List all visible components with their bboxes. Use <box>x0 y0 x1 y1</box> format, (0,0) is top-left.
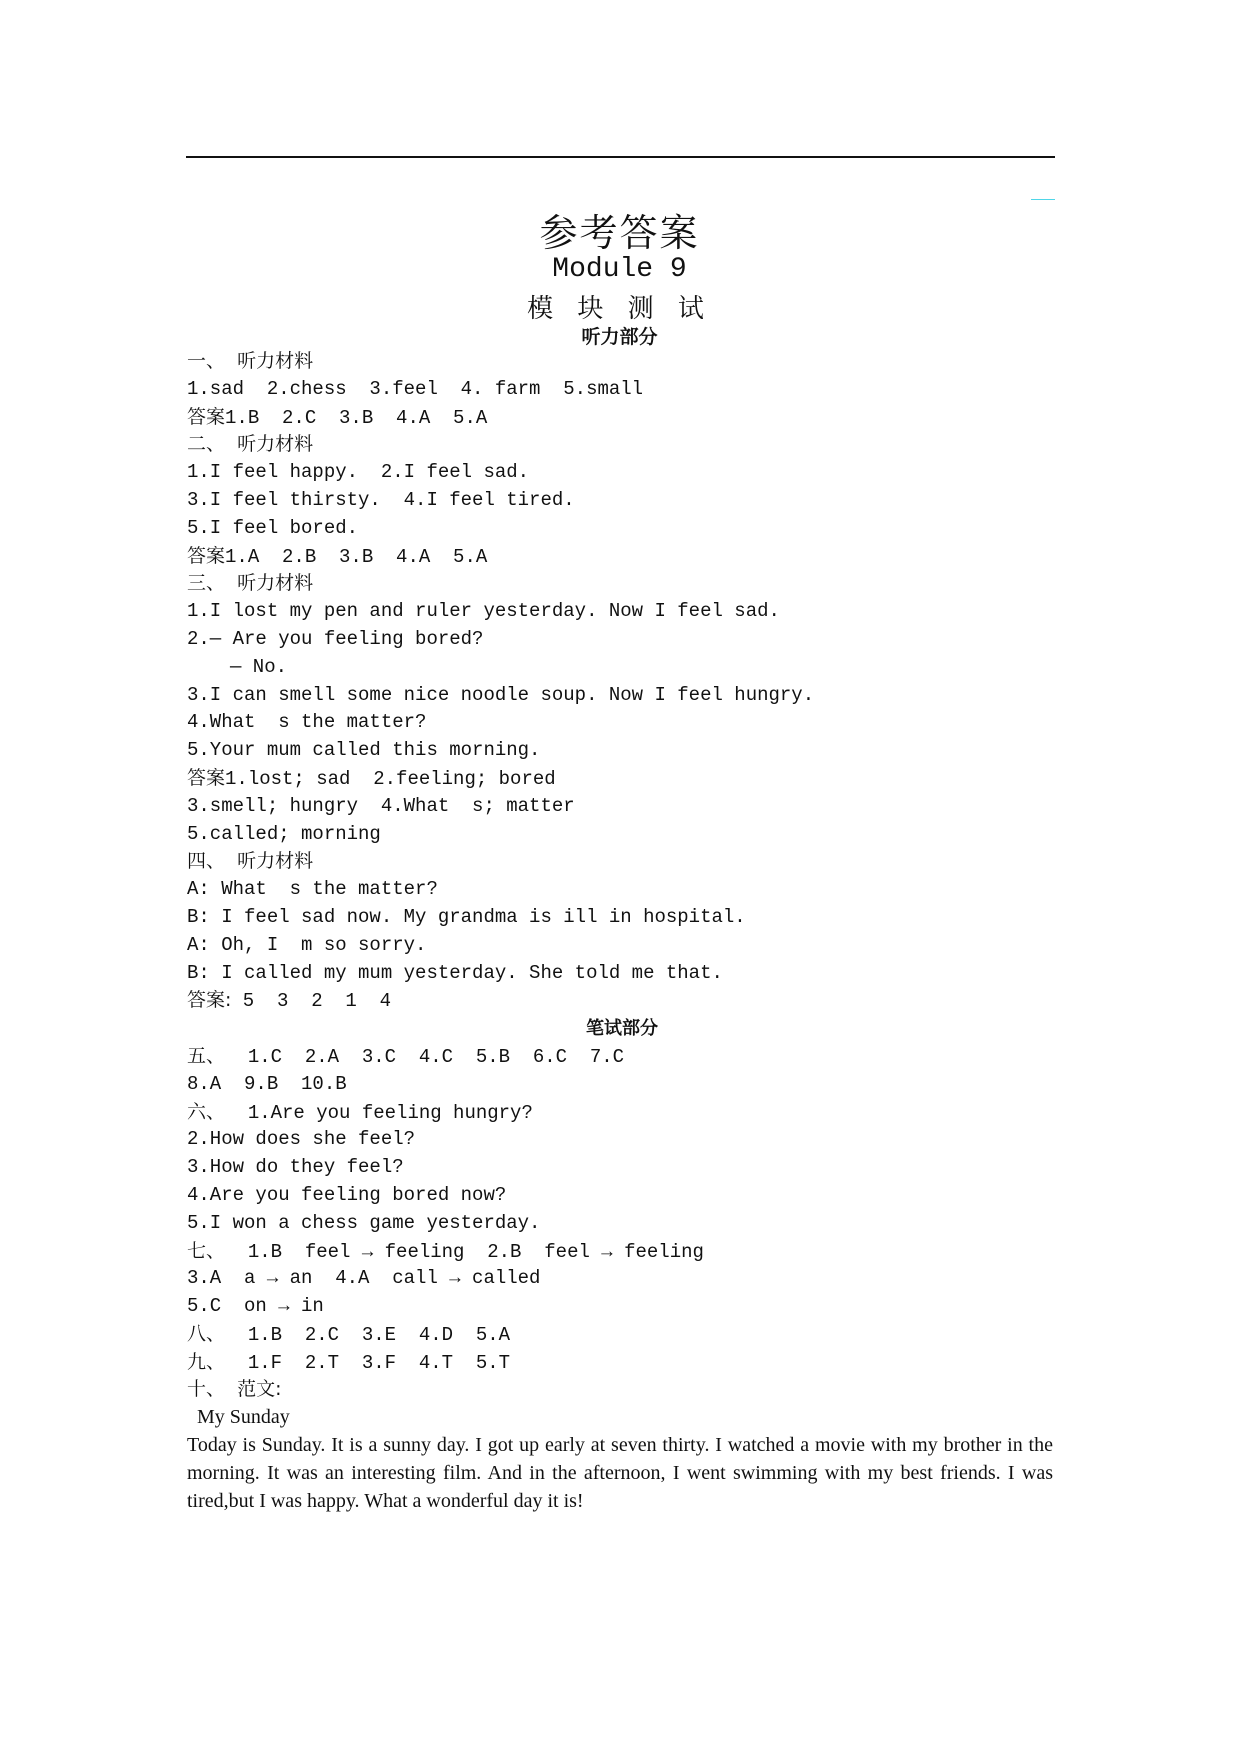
listening-line: — No. <box>230 655 288 678</box>
page-title: 参考答案 <box>539 211 700 255</box>
section-answer: 六、 1.Are you feeling hungry? <box>187 1100 533 1124</box>
answer-line: 5.called; morning <box>187 822 381 845</box>
listening-part-heading: 听力部分 <box>581 326 658 348</box>
listening-line: 3.I feel thirsty. 4.I feel tired. <box>187 488 575 511</box>
answer-line: 3.smell; hungry 4.What s; matter <box>187 794 575 817</box>
dialogue-line: A: What s the matter? <box>187 878 438 901</box>
listening-line: 1.I lost my pen and ruler yesterday. Now I feel sad. <box>187 600 780 623</box>
listening-line: 1.I feel happy. 2.I feel sad. <box>187 461 530 484</box>
dialogue-line: B: I feel sad now. My grandma is ill in hospital. <box>187 905 746 928</box>
answer-line: 答案: 5 3 2 1 4 <box>187 989 392 1013</box>
essay-title: My Sunday <box>197 1406 290 1429</box>
section-answer: 七、 1.B feel → feeling 2.B feel → feeling <box>187 1239 704 1263</box>
test-subtitle: 模 块 测 试 <box>527 294 712 324</box>
top-rule <box>186 156 1055 158</box>
answer-line: 8.A 9.B 10.B <box>187 1072 347 1095</box>
section-heading: 一、 听力材料 <box>187 350 314 372</box>
listening-line: 5.I feel bored. <box>187 516 359 539</box>
answer-line: 3.A a → an 4.A call → called <box>187 1267 541 1290</box>
essay-body: Today is Sunday. It is a sunny day. I got up early at seven thirty. I watched a movie with my brother in the morning. It was an interesting film. And in the afternoon, I went swimming with my best friends. I was tired,but I was happy. What a wonderful day it is! <box>187 1434 1053 1512</box>
section-answer: 十、 范文: <box>187 1378 282 1401</box>
module-title: Module 9 <box>552 254 687 285</box>
section-heading: 四、 听力材料 <box>187 850 314 873</box>
dialogue-line: B: I called my mum yesterday. She told me that. <box>187 961 723 984</box>
answer-line: 3.How do they feel? <box>187 1156 404 1179</box>
dialogue-line: A: Oh, I m so sorry. <box>187 933 427 956</box>
answer-line: 答案1.B 2.C 3.B 4.A 5.A <box>187 405 488 429</box>
listening-line: 2.— Are you feeling bored? <box>187 627 484 650</box>
listening-line: 3.I can smell some nice noodle soup. Now I feel hungry. <box>187 683 815 706</box>
answer-line: 5.I won a chess game yesterday. <box>187 1211 541 1234</box>
listening-line: 4.What s the matter? <box>187 711 427 734</box>
answer-line: 答案1.A 2.B 3.B 4.A 5.A <box>187 544 488 568</box>
listening-line: 5.Your mum called this morning. <box>187 739 541 762</box>
written-part-heading: 笔试部分 <box>586 1018 658 1040</box>
answer-line: 5.C on → in <box>187 1295 324 1318</box>
section-heading: 三、 听力材料 <box>187 572 314 595</box>
answer-content <box>187 348 1057 1515</box>
answer-line: 2.How does she feel? <box>187 1128 416 1151</box>
margin-mark <box>1031 199 1055 200</box>
answer-line: 答案1.lost; sad 2.feeling; bored <box>187 766 556 790</box>
section-answer: 五、 1.C 2.A 3.C 4.C 5.B 6.C 7.C <box>187 1044 625 1068</box>
section-answer: 九、 1.F 2.T 3.F 4.T 5.T <box>187 1350 511 1374</box>
section-heading: 二、 听力材料 <box>187 433 314 456</box>
listening-line: 1.sad 2.chess 3.feel 4. farm 5.small <box>187 377 644 400</box>
section-answer: 八、 1.B 2.C 3.E 4.D 5.A <box>187 1322 511 1346</box>
answer-line: 4.Are you feeling bored now? <box>187 1183 507 1206</box>
